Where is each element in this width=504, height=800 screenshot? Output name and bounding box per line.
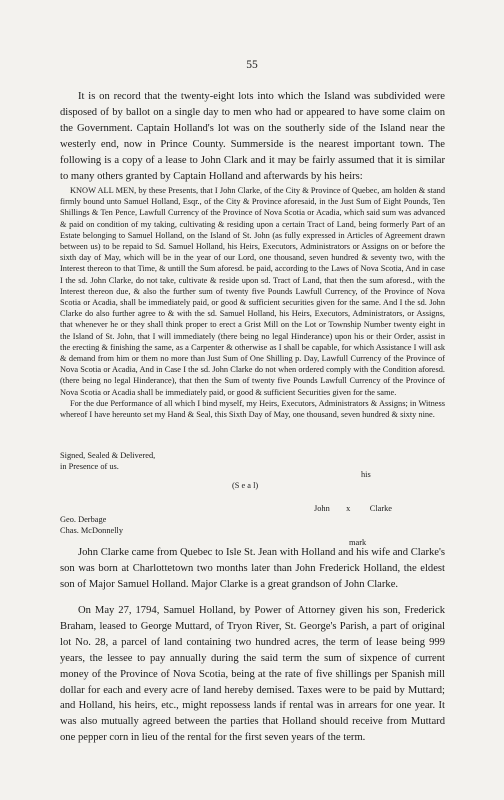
paragraph-2: John Clarke came from Quebec to Isle St. Jean with Holland and his wife and Clarke's son was born at Charlottetown two months later than John Frederick Holland, the eldest son of Major Samuel Holland. Major Clarke is a great grandson of John Clarke. — [60, 547, 445, 590]
lease-body: KNOW ALL MEN, by these Presents, that I John Clarke, of the City & Province of Quebec, am holden & stand firmly bound unto Samuel Holland, Esqr., of the City & Province aforesaid, in the Just Sum of Eight Pounds, Ten Shillings & Ten Pence, Lawfull Currency of the Province of Nova Scotia or Acadia, which said sum was advanced & paid on condition of my taking, cultivating & residing upon a certain Tract of Land, being formerly Part of an Estate belonging to Samuel Holland, on the Island of St. John (as fully expressed in Articles of Agreement drawn between us) to be repaid to Sd. Samuel Holland, his Heirs, Executors, Administrators or Assigns on or before the sixth day of May, which will be in the year of our Lord, one thousand, seven hundred & seventy two, with the Interest thereon to that Time, & untill the Sum aforesd. be paid, according to the Laws of Nova Scotia, And in case I the sd. John Clarke, do not take, cultivate & reside upon sd. Tract of Land, that then the sum aforesd., with the Interest thereon due, & also the further sum of twenty five Pounds Lawfull Currency, of the Province of Nova Scotia or Acadia, shall be immediately paid, or good & sufficient securities given for the same. And I the sd. John Clarke do also further agree to & with the sd. Samuel Holland, his Heirs, Executors, Administrators, or Assigns, that whenever he or they shall think proper to erect a Grist Mill on the Lot or Township Number twenty eight in the Island of St. John, that I will immediately (there being no legal Hinderance) upon his or their Order, assist in the erecting & finishing the same, as a Carpenter & otherwise as I shall be capable, for which Assistance I will ask & demand from him or them no more than Just Sum of One Shilling p. Day, Lawfull Currency of the Province of Nova Scotia or Acadia, And in Case I the sd. John Clarke do not when ordered comply with the Condition aforesd. (there being no legal Hinderance), that then the Sum of twenty five Pounds Lawfull Currency of the Province of Nova Scotia or Acadia shall be immediately paid, or good & sufficient Securities given for the same. — [60, 186, 445, 397]
his-label: his — [361, 470, 371, 480]
lease-text — [60, 185, 445, 420]
paragraph-1: It is on record that the twenty-eight lots into which the Island was subdivided were disposed of by ballot on a single day to men who had or appeared to have some claim on the Government. Captain Holland's lot was on the southerly side of the Island near the westerly end, now in Prince County. Summerside is the nearest important town. The following is a copy of a lease to John Clark and it may be fairly assumed that it is similar to many others granted by Captain Holland and afterwards by his heirs: — [60, 91, 445, 182]
witnesses — [60, 514, 123, 536]
lease-closing: For the due Performance of all which I bind myself, my Heirs, Executors, Administrators & Assigns; in Witness whereof I have hereunto set my Hand & Seal, this Sixth Day of May, one thousand, seven hundred & sixty nine. — [60, 398, 445, 420]
page-number: 55 — [246, 59, 258, 71]
signed-note — [60, 450, 155, 472]
mark-label: mark — [349, 537, 367, 547]
signer-first-name: John — [314, 504, 330, 514]
paragraph-3: On May 27, 1794, Samuel Holland, by Power of Attorney given his son, Frederick Braham, leased to George Muttard, of Tryon River, St. George's Parish, a part of original lot No. 28, a parcel of land containing two hundred acres, the term of lease being 999 years, the lessee to pay annually during the said term the sum of sixpence of current money of the Province of Nova Scotia, being at the rate of five shillings per Spanish mill dollar for each and every acre of land hereby demised. Taxes were to be paid by Muttard; and Holland, his heirs, etc., might repossess lands if rental was in arrears for one year. It was also mutually agreed between the parties that Holland should receive from Muttard one pepper corn in lieu of the rental for the first seven years of the term. — [60, 605, 445, 744]
witness-1: Geo. Derbage — [60, 515, 107, 524]
signer-name-row — [314, 503, 392, 514]
signed-line-1: Signed, Sealed & Delivered, — [60, 451, 156, 460]
signer-x-mark: x — [346, 504, 351, 514]
witness-2: Chas. McDonnelly — [60, 526, 124, 536]
seal-label: (S e a l) — [232, 481, 259, 490]
signer-last-name: Clarke — [369, 504, 393, 514]
signed-line-2: in Presence of us. — [60, 462, 119, 472]
